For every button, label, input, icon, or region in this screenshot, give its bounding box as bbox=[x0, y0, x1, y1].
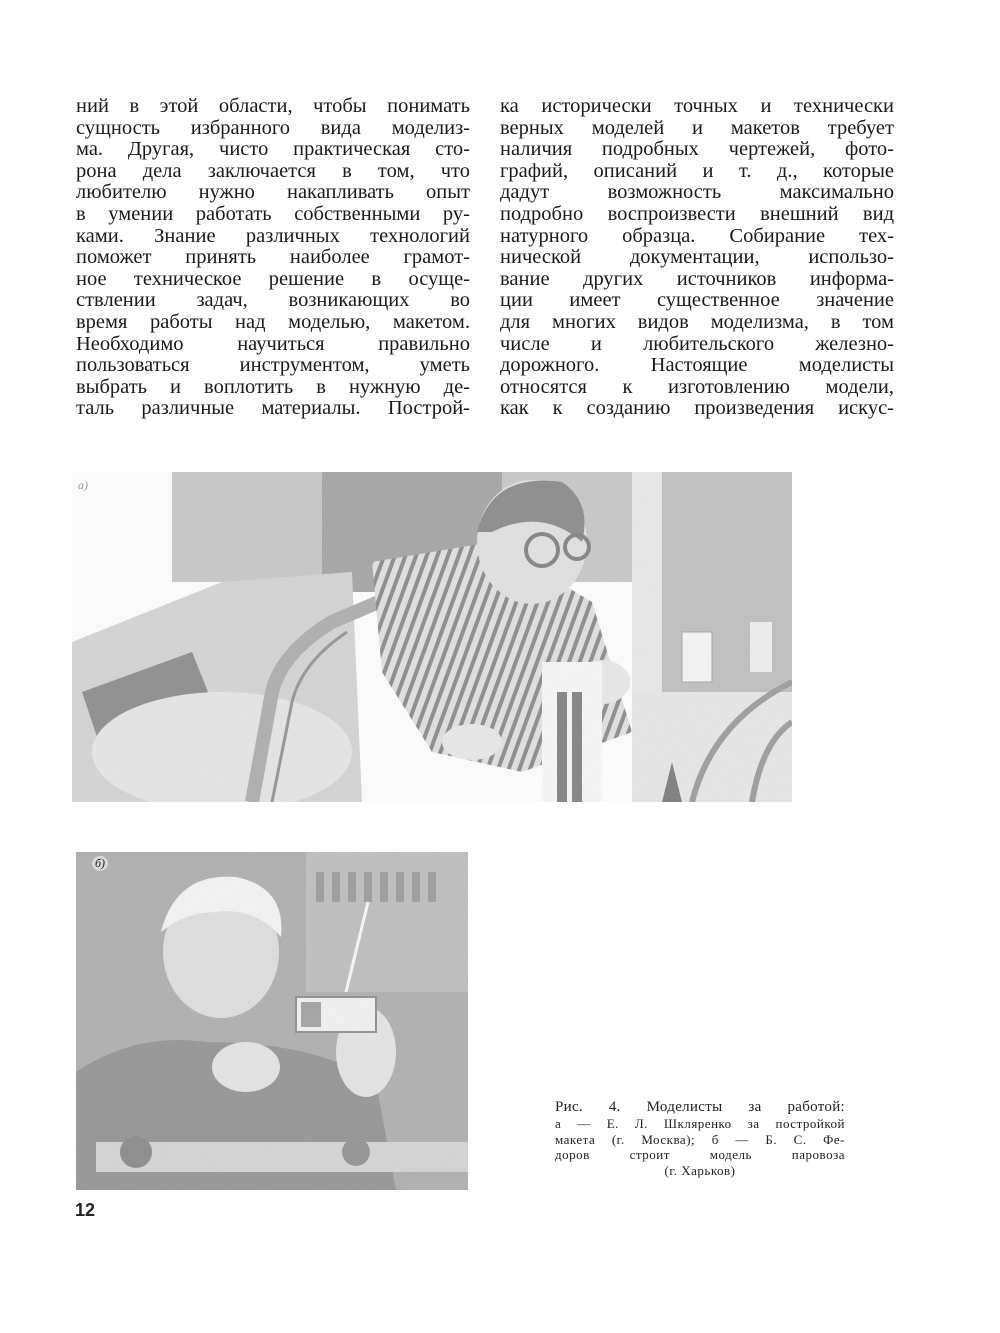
figure-label-a: а) bbox=[78, 478, 88, 492]
photo-a-illustration bbox=[72, 472, 792, 802]
text-line: таль различные материалы. Построй- bbox=[76, 397, 470, 420]
photo-b-illustration bbox=[76, 852, 468, 1190]
text-line: ствлении задач, возникающих во bbox=[76, 289, 470, 312]
caption-line: доров строит модель паровоза bbox=[555, 1147, 845, 1162]
text-line: для многих видов моделизма, в том bbox=[500, 310, 894, 333]
text-line: верных моделей и макетов требует bbox=[500, 116, 894, 139]
text-line: нической документации, использо- bbox=[500, 246, 894, 269]
caption-line: макета (г. Москва); б — Б. С. Фе- bbox=[555, 1131, 845, 1147]
text-column-left bbox=[76, 96, 470, 420]
text-column-right bbox=[500, 96, 894, 420]
photo-model-railway-builder bbox=[72, 472, 792, 802]
text-line: время работы над моделью, макетом. bbox=[76, 310, 470, 333]
text-line: поможет принять наиболее грамот- bbox=[76, 246, 470, 269]
text-line: наличия подробных чертежей, фото- bbox=[500, 138, 894, 161]
text-line: выбрать и воплотить в нужную де- bbox=[76, 375, 470, 398]
text-line: рона дела заключается в том, что bbox=[76, 159, 470, 182]
text-line: Необходимо научиться правильно bbox=[76, 332, 470, 355]
text-line: подробно воспроизвести внешний вид bbox=[500, 202, 894, 225]
text-line: дадут возможность максимально bbox=[500, 181, 894, 204]
text-line: как к созданию произведения искус- bbox=[500, 397, 894, 420]
caption-line: а — Е. Л. Шкляренко за постройкой bbox=[555, 1116, 845, 1131]
text-line: графий, описаний и т. д., которые bbox=[500, 159, 894, 182]
text-line: ное техническое решение в осуще- bbox=[76, 267, 470, 290]
text-line: дорожного. Настоящие моделисты bbox=[500, 354, 894, 377]
text-line: ками. Знание различных технологий bbox=[76, 224, 470, 247]
figure-caption bbox=[555, 1098, 845, 1178]
text-line: числе и любительского железно- bbox=[500, 332, 894, 355]
text-line: относятся к изготовлению модели, bbox=[500, 375, 894, 398]
text-line: ка исторически точных и технически bbox=[500, 95, 894, 117]
text-line: натурного образца. Собирание тех- bbox=[500, 224, 894, 247]
caption-title: Рис. 4. Моделисты за работой: bbox=[555, 1099, 845, 1115]
caption-line: (г. Харьков) bbox=[664, 1162, 736, 1178]
text-line: любителю нужно накапливать опыт bbox=[76, 181, 470, 204]
text-line: ний в этой области, чтобы понимать bbox=[76, 95, 470, 117]
text-line: ма. Другая, чисто практическая сто- bbox=[76, 138, 470, 161]
text-line: ции имеет существенное значение bbox=[500, 289, 894, 312]
text-line: в умении работать собственными ру- bbox=[76, 202, 470, 225]
text-line: пользоваться инструментом, уметь bbox=[76, 354, 470, 377]
text-line: сущность избранного вида моделиз- bbox=[76, 116, 470, 139]
figure-label-b: б) bbox=[92, 856, 108, 871]
page-number: 12 bbox=[75, 1200, 96, 1220]
text-line: вание других источников информа- bbox=[500, 267, 894, 290]
photo-locomotive-modeler bbox=[76, 852, 468, 1190]
